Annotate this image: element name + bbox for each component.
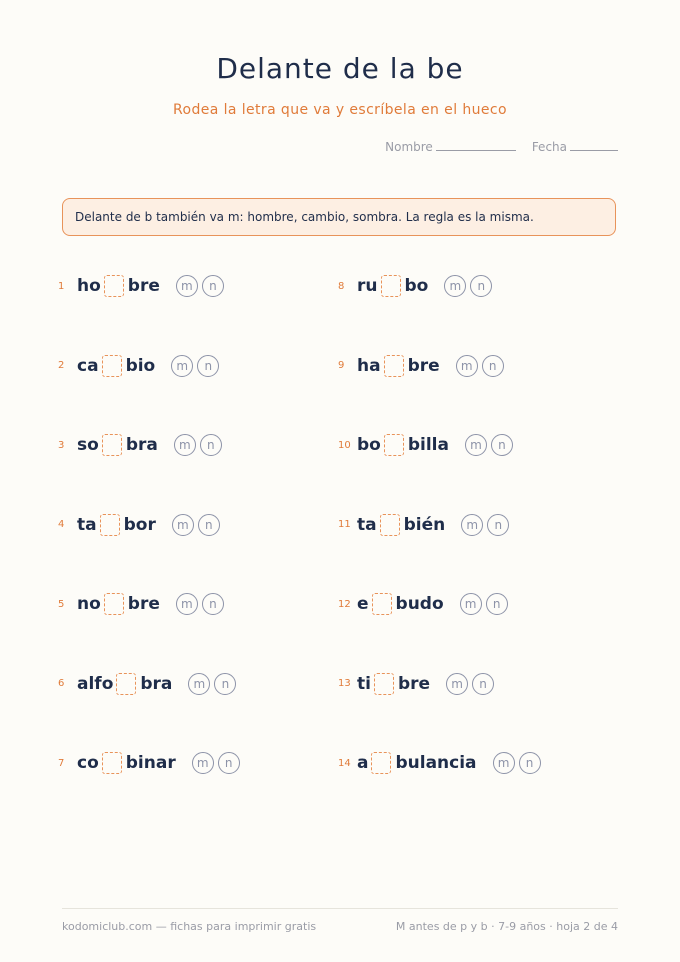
answer-blank[interactable] [102, 752, 122, 774]
page-subtitle: Rodea la letra que va y escríbela en el hueco [173, 102, 507, 118]
item-number: 13 [338, 678, 351, 689]
option-n[interactable]: n [486, 593, 508, 615]
word-start: ha [357, 355, 381, 376]
word-start: bo [357, 435, 381, 455]
item-number: 7 [58, 757, 65, 769]
answer-blank[interactable] [384, 434, 404, 456]
word-end: bulancia [395, 753, 477, 773]
word-start: so [77, 435, 99, 455]
answer-blank[interactable] [116, 673, 136, 695]
option-m[interactable]: m [188, 673, 210, 695]
letter-options [172, 514, 220, 536]
rule-box [62, 198, 616, 236]
name-line [436, 138, 516, 151]
name-field[interactable] [385, 138, 516, 154]
exercise-item [58, 270, 240, 302]
item-number: 12 [338, 598, 351, 610]
option-n[interactable]: n [470, 275, 492, 297]
item-number: 8 [338, 280, 345, 292]
answer-blank[interactable] [384, 355, 404, 377]
option-n[interactable]: n [202, 593, 224, 615]
option-n[interactable]: n [200, 434, 222, 456]
exercise-item [58, 509, 240, 541]
word-end: bra [140, 673, 173, 694]
exercise-item [58, 668, 240, 700]
option-m[interactable]: m [465, 434, 487, 456]
item-number: 11 [338, 519, 351, 530]
answer-blank[interactable] [372, 593, 392, 615]
option-n[interactable]: n [519, 752, 541, 774]
date-line [570, 138, 618, 151]
exercise-item [58, 588, 240, 620]
exercise-item [338, 747, 541, 779]
option-m[interactable]: m [493, 752, 515, 774]
option-m[interactable]: m [172, 514, 194, 536]
option-m[interactable]: m [174, 434, 196, 456]
item-number: 10 [338, 439, 351, 451]
answer-blank[interactable] [102, 434, 122, 456]
exercise-item [338, 429, 541, 461]
letter-options [444, 275, 492, 297]
letter-options [493, 752, 541, 774]
option-n[interactable]: n [472, 673, 494, 695]
word-start: e [357, 594, 369, 614]
footer-info: M antes de p y b · 7-9 años · hoja 2 de 4 [395, 920, 618, 933]
name-label: Nombre [385, 140, 433, 154]
exercise-item [58, 350, 240, 382]
option-n[interactable]: n [198, 514, 220, 536]
item-number: 5 [58, 598, 65, 610]
letter-options [192, 752, 240, 774]
rule-text: Delante de b también va m: hombre, cambio, sombra. La regla es la misma. [75, 210, 534, 224]
word-start: co [77, 753, 99, 773]
exercise-item [338, 668, 541, 700]
option-m[interactable]: m [446, 673, 468, 695]
word-start: ta [357, 514, 377, 535]
exercise-item [58, 747, 240, 779]
letter-options [465, 434, 513, 456]
exercise-item [58, 429, 240, 461]
letter-options [171, 355, 219, 377]
option-m[interactable]: m [176, 275, 198, 297]
option-n[interactable]: n [487, 514, 509, 536]
item-number: 4 [58, 519, 65, 530]
answer-blank[interactable] [100, 514, 120, 536]
page-title: Delante de la be [216, 52, 464, 85]
word-start: no [77, 594, 101, 614]
word-end: billa [407, 435, 449, 455]
word-end: bre [127, 594, 160, 614]
letter-options [176, 593, 224, 615]
option-m[interactable]: m [456, 355, 478, 377]
word-end: binar [125, 753, 176, 773]
word-start: ru [357, 276, 378, 296]
item-number: 6 [58, 678, 65, 689]
item-number: 3 [58, 439, 65, 451]
word-start: ho [77, 276, 101, 296]
option-m[interactable]: m [444, 275, 466, 297]
answer-blank[interactable] [374, 673, 394, 695]
exercise-item [338, 270, 541, 302]
exercise-item [338, 588, 541, 620]
exercise-item [338, 350, 541, 382]
item-number: 14 [338, 757, 351, 769]
letter-options [460, 593, 508, 615]
option-n[interactable]: n [202, 275, 224, 297]
option-m[interactable]: m [460, 593, 482, 615]
word-end: bo [404, 276, 429, 296]
answer-blank[interactable] [371, 752, 391, 774]
option-n[interactable]: n [218, 752, 240, 774]
word-end: bra [125, 435, 158, 455]
word-end: bre [407, 355, 440, 376]
option-n[interactable]: n [491, 434, 513, 456]
option-n[interactable]: n [214, 673, 236, 695]
option-n[interactable]: n [197, 355, 219, 377]
answer-blank[interactable] [380, 514, 400, 536]
word-end: bre [397, 673, 431, 694]
exercise-column-left [58, 270, 240, 827]
answer-blank[interactable] [381, 275, 401, 297]
word-end: bio [125, 355, 156, 376]
date-label: Fecha [531, 140, 567, 154]
word-start: ti [357, 673, 371, 694]
student-meta [385, 138, 618, 154]
letter-options [188, 673, 236, 695]
answer-blank[interactable] [104, 275, 124, 297]
letter-options [176, 275, 224, 297]
answer-blank[interactable] [102, 355, 122, 377]
option-m[interactable]: m [176, 593, 198, 615]
date-field[interactable] [532, 138, 618, 154]
word-end: budo [395, 594, 444, 614]
word-end: bre [127, 276, 160, 296]
word-start: ta [77, 514, 97, 535]
exercise-column-right [338, 270, 541, 827]
word-end: bor [123, 514, 156, 535]
option-m[interactable]: m [171, 355, 193, 377]
letter-options [456, 355, 504, 377]
footer-divider [62, 908, 618, 909]
option-m[interactable]: m [461, 514, 483, 536]
letter-options [446, 673, 494, 695]
letter-options [461, 514, 509, 536]
word-start: a [357, 753, 369, 773]
word-start: ca [77, 355, 99, 376]
item-number: 9 [338, 360, 345, 371]
exercise-item [338, 509, 541, 541]
item-number: 1 [58, 280, 65, 292]
word-start: alfo [77, 673, 114, 694]
option-m[interactable]: m [192, 752, 214, 774]
answer-blank[interactable] [104, 593, 124, 615]
word-end: bién [403, 514, 446, 535]
letter-options [174, 434, 222, 456]
item-number: 2 [58, 360, 65, 371]
footer-site: kodomiclub.com — fichas para imprimir gratis [62, 920, 317, 933]
option-n[interactable]: n [482, 355, 504, 377]
